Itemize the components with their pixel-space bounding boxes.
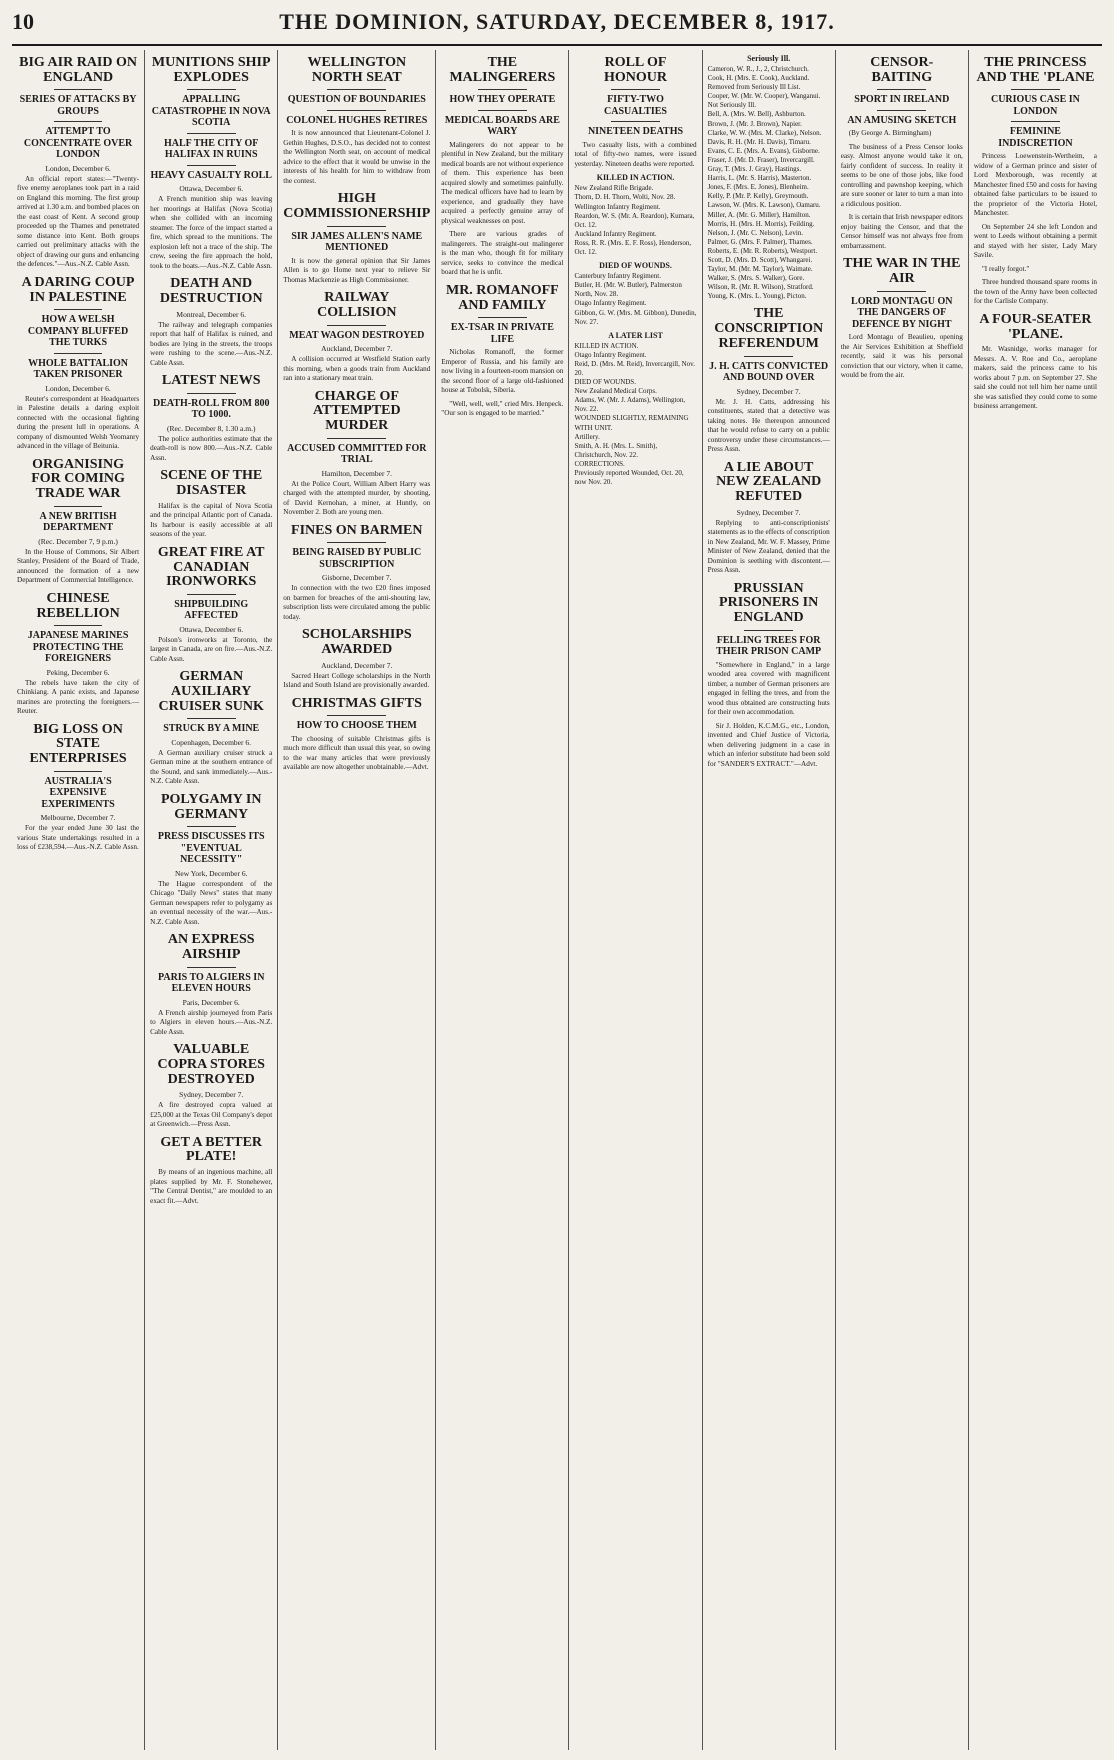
casualty-entry: Gray, T. (Mrs. J. Gray), Hastings. — [707, 165, 802, 174]
article-headline: SCENE OF THE DISASTER — [160, 468, 263, 499]
casualty-entry: Otago Infantry Regiment. — [574, 350, 647, 359]
article — [974, 56, 1097, 307]
article-subhead: HEAVY CASUALTY ROLL — [150, 169, 272, 181]
article-paragraph: "Somewhere in England," in a large wooded area covered with magnificent timber, a number of German prisoners are engaged in felling the trees, and from the wood thus obtained are constructing huts for their own accommodation. — [707, 660, 830, 717]
article-headline: CHRISTMAS GIFTS — [291, 695, 422, 711]
casualty-entry: Roberts, E. (Mr. R. Roberts), Westport. — [707, 246, 818, 255]
article-headline: DEATH AND DESTRUCTION — [159, 276, 263, 307]
article-subhead: SERIES OF ATTACKS BY GROUPS — [19, 94, 137, 117]
article — [708, 461, 830, 576]
headline-rule — [187, 718, 236, 719]
casualty-entry: Clarke, W. W. (Mrs. M. Clarke), Nelson. — [707, 128, 822, 137]
article-headline: MUNITIONS SHIP EXPLODES — [151, 55, 271, 85]
casualty-entry: Previously reported Wounded, Oct. 20, now Nov. 20. — [574, 469, 684, 487]
article-paragraph: Lord Montagu of Beaulieu, opening the Air Services Exhibition at Sheffield recently, said it was his personal conviction that our victory, when it came, would be from the air. — [840, 333, 963, 380]
article-paragraph: Princess Loewenstein-Wertheim, a widow of a German prince and sister of Lord Mexborough, was recently at Manchester fined £50 and costs for having obtained false particulars to be issued to the proprietor of the Victoria Hotel, Manchester. — [973, 152, 1097, 218]
article-headline: A FOUR-SEATER 'PLANE. — [979, 311, 1092, 342]
casualty-entry: Morris, H. (Mrs. H. Morris), Feilding. — [707, 219, 815, 228]
article-headline: VALUABLE COPRA STORES DESTROYED — [157, 1042, 265, 1087]
article-headline: AN EXPRESS AIRSHIP — [167, 932, 255, 962]
article — [150, 277, 272, 368]
casualty-entry: Palmer, G. (Mrs. F. Palmer), Thames. — [707, 237, 813, 246]
casualty-entry: Adams, W. (Mr. J. Adams), Wellington, Nov. 22. — [574, 396, 686, 414]
headline-rule — [54, 506, 103, 507]
article-paragraph: Nicholas Romanoff, the former Emperor of Russia, and his family are now living in a fourteen-room mansion on the second floor of a large old-fashioned house at Tobolsk, Siberia. — [441, 348, 564, 395]
article — [441, 56, 563, 278]
article-headline: CENSOR-BAITING — [870, 55, 934, 85]
headline-rule — [187, 826, 236, 827]
headline-rule — [327, 715, 386, 716]
article — [283, 390, 430, 518]
casualty-list-title: Seriously Ill. — [747, 54, 791, 63]
article-dateline: Melbourne, December 7. — [40, 813, 116, 823]
article-paragraph: An official report states:—"Twenty-five enemy aeroplanes took part in a raid on England this morning. The first group arrived at 1.30 a.m. and bombed places on the east coast of Kent. A second group proceeded up the Thames and penetrated some distance into Kent. Both groups carried out preliminary attacks with the object of drawing our guns and enhancing the defences."—Aus.-N.Z. Cable Assn. — [17, 174, 140, 269]
page-number: 10 — [12, 9, 34, 34]
casualty-entry: Davis, R. H. (Mr. H. Davis), Timaru. — [707, 137, 811, 146]
article — [283, 192, 430, 285]
casualty-entry: Gibbon, G. W. (Mrs. M. Gibbon), Dunedin, Nov. 27. — [574, 308, 697, 326]
article-headline: BIG AIR RAID ON ENGLAND — [19, 55, 137, 85]
headline-rule — [478, 89, 527, 90]
article-headline: THE WAR IN THE AIR — [843, 256, 961, 287]
article-headline: ORGANISING FOR COMING TRADE WAR — [31, 456, 125, 502]
headline-rule — [54, 309, 103, 310]
casualty-entry: Jones, F. (Mrs. E. Jones), Blenheim. — [707, 183, 809, 192]
headline-rule — [877, 110, 926, 111]
casualty-entry: Thorn, D. H. Thorn, Wolti, Nov. 28. — [574, 193, 676, 202]
article-headline: PRUSSIAN PRISONERS IN ENGLAND — [719, 580, 819, 625]
article — [17, 276, 139, 452]
article-paragraph: Three hundred thousand spare rooms in the town of the Army have been collected for the Carlisle Company. — [973, 278, 1097, 306]
casualty-list-title: DIED OF WOUNDS. — [599, 261, 672, 271]
casualty-entry: Ross, R. R. (Mrs. E. F. Ross), Henderson, Oct. 12. — [574, 238, 692, 257]
article-paragraph: By means of an ingenious machine, all plates supplied by Mr. F. Stonehewer, "The Central Dentist," are moulded to an exact fit.—Advt. — [150, 1168, 273, 1205]
article-subhead: AN AMUSING SKETCH — [847, 114, 957, 126]
article-dateline: Sydney, December 7. — [736, 386, 801, 396]
article-paragraph: It is now the general opinion that Sir James Allen is to go Home next year to relieve Sir Thomas Mackenzie as High Commissioner. — [283, 256, 431, 284]
article-headline: SCHOLARSHIPS AWARDED — [301, 627, 412, 658]
article-headline: GET A BETTER PLATE! — [160, 1134, 263, 1165]
article — [17, 592, 139, 717]
article-paragraph: In connection with the two £20 fines imposed on barmen for breaches of the anti-shouting law, subscription lists were circulated among the public today. — [283, 584, 431, 621]
casualty-entry: Smith, A. H. (Mrs. L. Smith), Christchurch, Nov. 22. — [574, 441, 658, 459]
article — [283, 291, 430, 383]
headline-rule — [54, 625, 103, 626]
column-8 — [969, 50, 1102, 1750]
article-subhead: MEDICAL BOARDS ARE WARY — [444, 114, 560, 138]
casualty-entry: New Zealand Medical Corps. — [574, 387, 657, 396]
headline-rule — [187, 89, 236, 90]
article-headline: MR. ROMANOFF AND FAMILY — [445, 282, 559, 313]
casualty-entry: Young, K. (Mrs. L. Young), Picton. — [707, 292, 807, 301]
casualty-list — [574, 173, 696, 257]
casualty-list — [574, 261, 696, 327]
article — [150, 1136, 272, 1206]
columns — [12, 50, 1102, 1750]
article — [283, 697, 430, 773]
article-headline: BIG LOSS ON STATE ENTERPRISES — [29, 721, 127, 767]
article — [150, 793, 272, 927]
article-paragraph: A collision occurred at Westfield Station early this morning, when a goods train from Auckland ran into a stationary meat train. — [283, 355, 431, 383]
article-headline: GERMAN AUXILIARY CRUISER SUNK — [158, 669, 264, 714]
article-paragraph: Halifax is the capital of Nova Scotia and the principal Atlantic port of Canada. Its harbour is easily accessible at all seasons of the year. — [150, 501, 273, 539]
headline-rule — [187, 133, 236, 134]
headline-rule — [327, 438, 386, 439]
article-dateline: Auckland, December 7. — [321, 660, 393, 670]
article-subhead: SPORT IN IRELAND — [854, 94, 950, 106]
article-dateline: Gisborne, December 7. — [322, 573, 392, 583]
headline-rule — [54, 89, 103, 90]
headline-rule — [187, 165, 236, 166]
headline-rule — [187, 393, 236, 394]
article — [574, 56, 696, 169]
article — [283, 56, 430, 186]
article-subhead: J. H. CATTS CONVICTED AND BOUND OVER — [709, 360, 829, 383]
column-6 — [703, 50, 836, 1750]
article-paragraph: At the Police Court, William Albert Harry was charged with the attempted murder, by shooting, of David Kernohan, a miner, at Huntly, on November 2. Both are young men. — [283, 479, 431, 517]
headline-rule — [611, 121, 660, 122]
article-subhead: EX-TSAR IN PRIVATE LIFE — [450, 322, 554, 345]
article-subhead: APPALLING CATASTROPHE IN NOVA SCOTIA — [151, 94, 271, 129]
casualty-entry: Bell, A. (Mrs. W. Bell), Ashburton. — [707, 110, 806, 119]
headline-rule — [744, 630, 793, 631]
article-headline: ROLL OF HONOUR — [604, 55, 667, 85]
casualty-entry: Taylor, M. (Mr. M. Taylor), Waimate. — [707, 265, 813, 274]
headline-rule — [478, 317, 527, 318]
casualty-list-title: KILLED IN ACTION. — [596, 173, 675, 183]
casualty-entry: Scott, D. (Mrs. D. Scott), Whangarei. — [707, 255, 813, 264]
headline-rule — [327, 110, 386, 111]
article-subhead: LORD MONTAGU ON THE DANGERS OF DEFENCE BY NIGHT — [851, 295, 953, 330]
article-headline: FINES ON BARMEN — [291, 522, 423, 538]
casualty-list — [708, 54, 830, 301]
column-1 — [12, 50, 145, 1750]
article-dateline: Peking, December 6. — [46, 667, 110, 677]
casualty-entry: Wellington Infantry Regiment. — [574, 202, 661, 211]
article-subhead: JAPANESE MARINES PROTECTING THE FOREIGNERS — [27, 630, 129, 665]
article-dateline: (Rec. December 8, 1.30 a.m.) — [166, 423, 256, 433]
article-subhead: ACCUSED COMMITTED FOR TRIAL — [287, 442, 427, 466]
article-paragraph: The choosing of suitable Christmas gifts is much more difficult than usual this year, so owing to the war many articles that were previously available are now altogether unobtainable.—Advt. — [283, 734, 431, 772]
article — [974, 313, 1097, 412]
article-dateline: Copenhagen, December 6. — [171, 737, 251, 747]
casualty-entry: Otago Infantry Regiment. — [574, 299, 647, 308]
casualty-entry: Auckland Infantry Regiment. — [574, 229, 657, 238]
column-4 — [436, 50, 569, 1750]
article — [150, 56, 272, 271]
article-dateline: (Rec. December 7, 9 p.m.) — [38, 536, 118, 546]
casualty-entry: Brown, J. (Mr. J. Brown), Napier. — [707, 119, 802, 128]
casualty-list — [574, 331, 696, 488]
article — [708, 307, 830, 454]
casualty-entry: Kelly, P. (Mr. P. Kelly), Greymouth. — [707, 192, 809, 201]
article-subhead: A NEW BRITISH DEPARTMENT — [39, 510, 117, 534]
casualty-entry: Miller, A. (Mr. G. Miller), Hamilton. — [707, 210, 811, 219]
article-subhead: FEMININE INDISCRETION — [998, 126, 1073, 149]
headline-rule — [327, 89, 386, 90]
headline-rule — [54, 771, 103, 772]
casualty-entry: Removed from Seriously Ill List. — [707, 83, 801, 92]
casualty-entry: Fraser, J. (Mr. D. Fraser), Invercargill. — [707, 155, 815, 164]
article-paragraph: "Well, well, well," cried Mrs. Henpeck. "Our son is engaged to be married." — [441, 399, 564, 418]
casualty-entry: Artillery. — [574, 432, 600, 441]
article — [150, 933, 272, 1037]
casualty-entry: Lawson, W. (Mrs. K. Lawson), Oamaru. — [707, 201, 821, 210]
headline-rule — [327, 226, 386, 227]
article — [17, 458, 139, 586]
article — [150, 1043, 272, 1130]
article — [708, 582, 830, 770]
article-paragraph: It is now announced that Lieutenant-Colonel J. Gethin Hughes, D.S.O., has decided not to contest the Wellington North seat, on account of medical advice to the effect that it would be unwise in the interests of his health for him to withdraw from the contest. — [283, 129, 431, 185]
article-subhead: HOW TO CHOOSE THEM — [296, 720, 417, 732]
article-paragraph: The railway and telegraph companies report that half of Halifax is ruined, and bodies are lying in the streets, the troops were rushing to the scene.—Aus.-N.Z. Cable Assn. — [150, 320, 273, 367]
article — [150, 546, 272, 665]
article-paragraph: In the House of Commons, Sir Albert Stanley, President of the Board of Trade, announced the formation of a new Department of Commercial Intelligence. — [17, 547, 140, 585]
article — [17, 56, 139, 270]
article-subhead: SIR JAMES ALLEN'S NAME MENTIONED — [291, 230, 423, 254]
casualty-list-title: A LATER LIST — [608, 330, 663, 340]
casualty-entry: Canterbury Infantry Regiment. — [574, 272, 661, 281]
article-headline: A DARING COUP IN PALESTINE — [21, 274, 135, 305]
casualty-entry: New Zealand Rifle Brigade. — [574, 184, 654, 193]
article-headline: LATEST NEWS — [161, 373, 261, 389]
casualty-entry: DIED OF WOUNDS. — [574, 378, 636, 387]
casualty-entry: KILLED IN ACTION. — [574, 341, 639, 350]
article-dateline: Ottawa, December 6. — [179, 184, 244, 194]
headline-rule — [877, 89, 926, 90]
article-subhead: NINETEEN DEATHS — [587, 126, 684, 138]
casualty-entry: Reardon, W. S. (Mr. A. Reardon), Kumara, Oct. 12. — [574, 211, 695, 229]
casualty-entry: CORRECTIONS. — [574, 459, 625, 468]
article-dateline: Sydney, December 7. — [179, 1090, 244, 1100]
article-paragraph: The rebels have taken the city of Chinkiang. A panic exists, and Japanese marines are protecting the foreigners.—Reuter. — [17, 678, 140, 716]
headline-rule — [478, 110, 527, 111]
article-paragraph: A fire destroyed copra valued at £25,000 at the Texas Oil Company's depot at Greenwich.—Press Assn. — [150, 1101, 273, 1129]
article-paragraph: "I really forgot." — [981, 264, 1030, 273]
article-dateline: Ottawa, December 6. — [179, 624, 244, 634]
headline-rule — [54, 121, 103, 122]
headline-rule — [187, 967, 236, 968]
article — [283, 524, 430, 623]
article — [150, 670, 272, 787]
column-7 — [836, 50, 969, 1750]
casualty-entry: WOUNDED SLIGHTLY, REMAINING WITH UNIT. — [574, 414, 689, 432]
article-paragraph: Sacred Heart College scholarships in the North Island and South Island are provisionally awarded. — [283, 671, 431, 690]
article-paragraph: Mr. J. H. Catts, addressing his constituents, stated that a detective was taking notes. He thereupon announced that he would refuse to carry on a public controversy under these circumstances.—Press Assn. — [707, 397, 830, 453]
headline-rule — [1011, 121, 1060, 122]
article-subhead: SHIPBUILDING AFFECTED — [174, 598, 249, 622]
casualty-entry: Butler, H. (Mr. W. Butler), Palmerston North, Nov. 28. — [574, 281, 682, 299]
article-headline: POLYGAMY IN GERMANY — [160, 791, 262, 822]
headline-rule — [187, 594, 236, 595]
article-subhead: CURIOUS CASE IN LONDON — [990, 94, 1080, 117]
article-subhead: AUSTRALIA'S EXPENSIVE EXPERIMENTS — [41, 775, 115, 810]
article-paragraph: For the year ended June 30 last the various State undertakings resulted in a loss of £238,594.—Aus.-N.Z. Cable Assn. — [17, 824, 140, 852]
article-paragraph: There are various grades of malingerers. The straight-out malingerer is the man who, though fit for military service, seeks to convince the medical board that he is unfit. — [441, 230, 564, 277]
headline-rule — [327, 542, 386, 543]
article — [841, 257, 963, 380]
article-subhead: COLONEL HUGHES RETIRES — [286, 114, 428, 126]
article-dateline: Auckland, December 7. — [321, 344, 393, 354]
article-headline: WELLINGTON NORTH SEAT — [307, 55, 407, 85]
casualty-entry: Walker, S. (Mrs. S. Walker), Gore. — [707, 274, 805, 283]
article — [17, 723, 139, 853]
casualty-entry: Not Seriously Ill. — [707, 101, 756, 110]
column-2 — [145, 50, 278, 1750]
article-headline: A LIE ABOUT NEW ZEALAND REFUTED — [716, 459, 822, 504]
article-headline: CHINESE REBELLION — [36, 590, 120, 621]
article-headline: RAILWAY COLLISION — [317, 290, 397, 320]
article-paragraph: A French airship journeyed from Paris to Algiers in eleven hours.—Aus.-N.Z. Cable Assn. — [150, 1008, 273, 1036]
casualty-entry: Cameron, W. R., J., 2, Christchurch. — [707, 65, 809, 73]
headline-rule — [327, 325, 386, 326]
article-paragraph: The police authorities estimate that the death-roll is now 800.—Aus.-N.Z. Cable Assn. — [150, 434, 273, 462]
article-paragraph: Reuter's correspondent at Headquarters in Palestine details a daring exploit connected with the occasional fighting during the present lull in operations. A company of dismounted Welsh Yeomanry advanced in the village of Beitunia. — [17, 394, 140, 451]
casualty-entry: Cooper, W. (Mr. W. Cooper), Wanganui. — [707, 92, 821, 101]
article-headline: GREAT FIRE AT CANADIAN IRONWORKS — [157, 544, 265, 590]
article-subhead: ATTEMPT TO CONCENTRATE OVER LONDON — [23, 126, 133, 161]
headline-rule — [744, 356, 793, 357]
masthead — [12, 0, 1102, 46]
article-subhead: HALF THE CITY OF HALIFAX IN RUINS — [164, 137, 259, 161]
article-paragraph: The business of a Press Censor looks easy. Almost anyone would take it on, fairly confident of success. In reality it seems to be one of those jobs, like food controlling and pawnshop keeping, which are sure sooner or later to turn a man into a ridiculous position. — [840, 142, 963, 208]
article-headline: THE CONSCRIPTION REFERENDUM — [714, 306, 824, 351]
article-subhead: HOW A WELSH COMPANY BLUFFED THE TURKS — [27, 314, 129, 349]
article — [441, 284, 563, 419]
article — [150, 469, 272, 539]
article-paragraph: (By George A. Birmingham) — [848, 129, 932, 138]
article-paragraph: Mr. Wasnidge, works manager for Messrs. A. V. Roe and Co., aeroplane makers, said the princess came to his works about 7 p.m. on September 27. She said she could not tell him her name until she was satisfied they could come to some business arrangement. — [973, 345, 1097, 411]
column-3 — [278, 50, 436, 1750]
article-dateline: New York, December 6. — [174, 868, 248, 878]
article — [841, 56, 963, 251]
article-paragraph: Polson's ironworks at Toronto, the largest in Canada, are on fire.—Aus.-N.Z. Cable Assn. — [150, 635, 273, 663]
article-subhead: DEATH-ROLL FROM 800 TO 1000. — [152, 397, 270, 421]
article-paragraph: It is certain that Irish newspaper editors enjoy baiting the Censor, and that the Censor himself was not always free from embarrassment. — [840, 213, 963, 250]
column-5 — [569, 50, 702, 1750]
article-dateline: London, December 6. — [45, 163, 111, 173]
article-dateline: Hamilton, December 7. — [321, 468, 392, 478]
article-dateline: London, December 6. — [45, 383, 111, 393]
article-subhead: WHOLE BATTALION TAKEN PRISONER — [28, 357, 129, 381]
article-headline: THE MALINGERERS — [449, 55, 556, 85]
casualty-entry: Wilson, R. (Mr. R. Wilson), Stratford. — [707, 283, 814, 292]
article-headline: CHARGE OF ATTEMPTED MURDER — [312, 388, 401, 433]
article-paragraph: Malingerers do not appear to be plentiful in New Zealand, but the military medical boards are not without experience of them. This experience has been acquired slowly and sometimes painfully. The medical officers have had to learn by experience, and gradually they have acquired a perfectly genuine array of physical weaknesses on post. — [441, 140, 564, 225]
article-subhead: FIFTY-TWO CASUALTIES — [604, 94, 667, 117]
newspaper-title: THE DOMINION, SATURDAY, DECEMBER 8, 1917. — [279, 9, 835, 34]
article-subhead: MEAT WAGON DESTROYED — [289, 329, 425, 341]
article-paragraph: The Hague correspondent of the Chicago "Daily News" states that many German newspapers refer to polygamy as an eventual necessity of the war.—Aus.-N.Z. Cable Assn. — [150, 879, 273, 926]
article-paragraph: A French munition ship was leaving her moorings at Halifax (Nova Scotia) when she collided with an incoming steamer. The force of the impact started a fire, which spread to the munitions. The explosion left not a trace of the ship. The crew, seeing the fire approach the hold, took to the boats.—Aus.-N.Z. Cable Assn. — [150, 195, 273, 270]
article-paragraph: On September 24 she left London and went to Leeds without obtaining a permit and stayed with her sister, Lady Mary Savile. — [973, 222, 1097, 260]
article-dateline: Sydney, December 7. — [736, 507, 801, 517]
article-paragraph: A German auxiliary cruiser struck a German mine at the southern entrance of the Sound, and sank immediately.—Aus.-N.Z. Cable Assn. — [150, 748, 273, 786]
article-subhead: QUESTION OF BOUNDARIES — [287, 94, 426, 106]
headline-rule — [54, 353, 103, 354]
headline-rule — [1011, 89, 1060, 90]
article-headline: HIGH COMMISSIONERSHIP — [283, 191, 431, 222]
article-headline: THE PRINCESS AND THE 'PLANE — [976, 55, 1095, 85]
article-dateline: Montreal, December 6. — [176, 309, 246, 319]
article-subhead: PRESS DISCUSSES ITS "EVENTUAL NECESSITY" — [157, 831, 265, 866]
article-subhead: STRUCK BY A MINE — [163, 723, 260, 735]
article — [283, 628, 430, 690]
article-subhead: BEING RAISED BY PUBLIC SUBSCRIPTION — [292, 547, 422, 570]
article-paragraph: Two casualty lists, with a combined total of fifty-two names, were issued yesterday. Nineteen deaths were reported. — [574, 140, 697, 168]
casualty-entry: Evans, C. E. (Mrs. A. Evans), Gisborne. — [707, 146, 820, 155]
headline-rule — [877, 291, 926, 292]
casualty-entry: Nelson, J. (Mr. C. Nelson), Levin. — [707, 228, 804, 237]
casualty-entry: Cook, H. (Mrs. E. Cook), Auckland. — [707, 74, 810, 83]
article-subhead: HOW THEY OPERATE — [449, 94, 556, 106]
article-paragraph: Replying to anti-conscriptionists' statements as to the effects of conscription in New Zealand, Mr. W. F. Massey, Prime Minister of New Zealand, denied that the Dominion is seething with discontent.—Press Assn. — [707, 518, 830, 575]
article-subhead: PARIS TO ALGIERS IN ELEVEN HOURS — [157, 971, 265, 995]
casualty-entry: Harris, L. (Mr. S. Harris), Masterton. — [707, 174, 812, 183]
casualty-entry: Reid, D. (Mrs. M. Reid), Invercargill, Nov. 20. — [574, 359, 695, 377]
headline-rule — [611, 89, 660, 90]
article — [150, 374, 272, 463]
article-paragraph: Sir J. Holden, K.C.M.G., etc., London, invented and Chief Justice of Victoria, when delivering judgment in a case in which an inferior substitute had been sold for "SANDER'S EXTRACT."—Advt. — [707, 721, 830, 768]
article-subhead: FELLING TREES FOR THEIR PRISON CAMP — [716, 634, 822, 658]
article-dateline: Paris, December 6. — [182, 997, 240, 1007]
